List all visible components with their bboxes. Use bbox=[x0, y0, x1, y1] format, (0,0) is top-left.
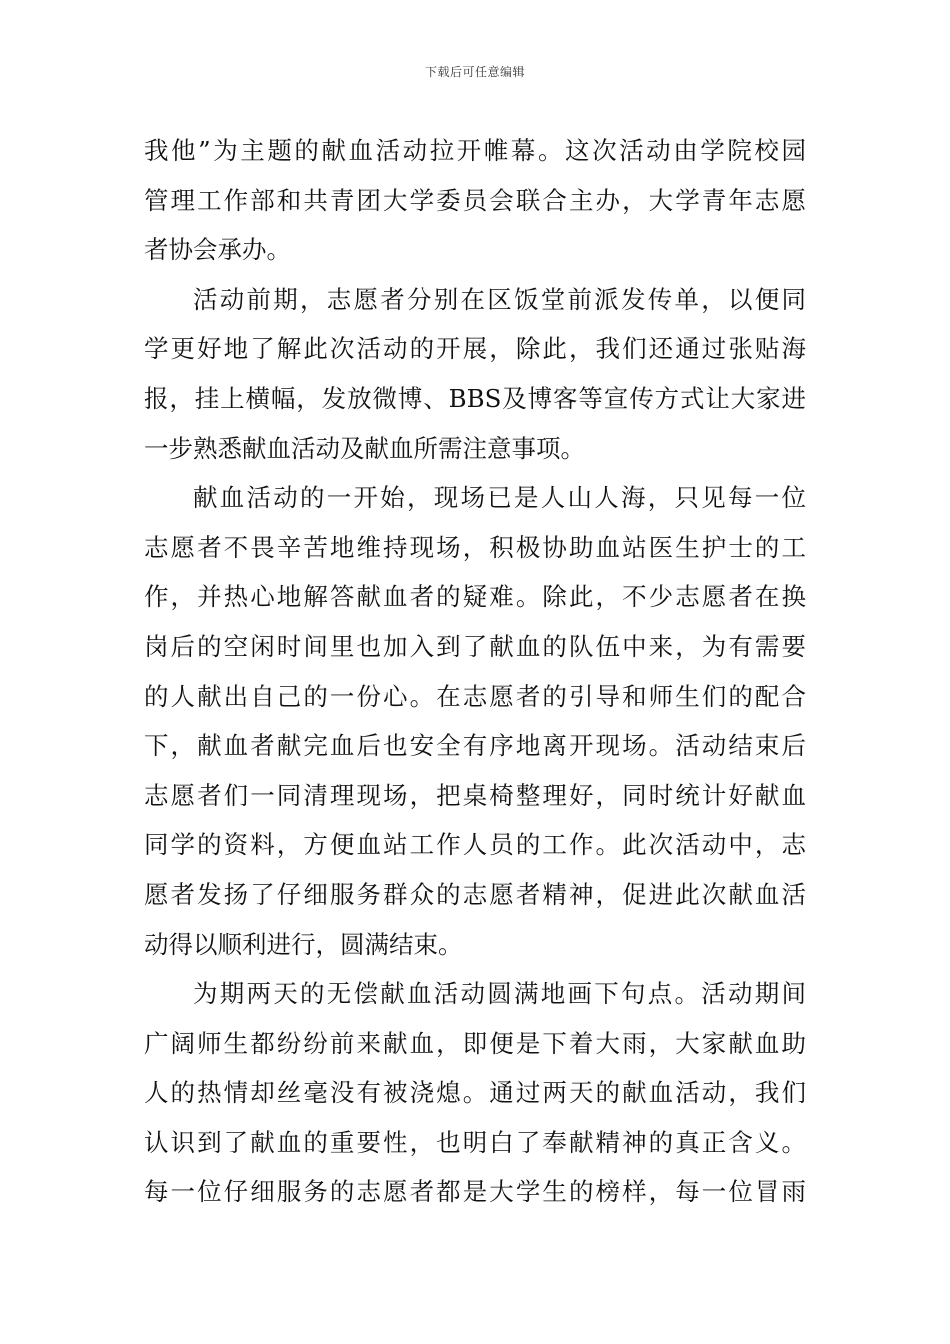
text-line: 志愿者不畏辛苦地维持现场，积极协助血站医生护士的工 bbox=[144, 532, 806, 562]
text-line: 岗后的空闲时间里也加入到了献血的队伍中来，为有需要 bbox=[144, 631, 806, 661]
text-line: 广阔师生都纷纷前来献血，即便是下着大雨，大家献血助 bbox=[144, 1028, 806, 1058]
text-line: 者协会承办。 bbox=[144, 235, 291, 265]
page-header-note: 下载后可任意编辑 bbox=[424, 65, 525, 79]
text-line: 作，并热心地解答献血者的疑难。除此，不少志愿者在换 bbox=[144, 582, 806, 612]
text-line: 活动前期，志愿者分别在区饭堂前派发传单，以便同 bbox=[193, 284, 806, 314]
text-line: 为期两天的无偿献血活动圆满地画下句点。活动期间 bbox=[193, 979, 806, 1009]
text-line: 学更好地了解此次活动的开展，除此，我们还通过张贴海 bbox=[144, 334, 806, 364]
text-line: 认识到了献血的重要性，也明白了奉献精神的真正含义。 bbox=[144, 1127, 806, 1157]
text-line: 下，献血者献完血后也安全有序地离开现场。活动结束后 bbox=[144, 731, 806, 761]
text-line: 报，挂上横幅，发放微博、BBS及博客等宣传方式让大家进 bbox=[144, 383, 806, 413]
text-line: 动得以顺利进行，圆满结束。 bbox=[144, 929, 463, 959]
text-line: 每一位仔细服务的志愿者都是大学生的榜样，每一位冒雨 bbox=[144, 1177, 806, 1207]
text-line: 人的热情却丝毫没有被浇熄。通过两天的献血活动，我们 bbox=[144, 1078, 806, 1108]
text-line: 我他”为主题的献血活动拉开帷幕。这次活动由学院校园 bbox=[144, 136, 806, 165]
text-line: 献血活动的一开始，现场已是人山人海，只见每一位 bbox=[193, 483, 806, 513]
text-line: 志愿者们一同清理现场，把桌椅整理好，同时统计好献血 bbox=[144, 780, 806, 810]
document-body bbox=[144, 126, 806, 1217]
text-line: 管理工作部和共青团大学委员会联合主办，大学青年志愿 bbox=[144, 185, 806, 215]
text-line: 的人献出自己的一份心。在志愿者的引导和师生们的配合 bbox=[144, 681, 806, 711]
text-line: 同学的资料，方便血站工作人员的工作。此次活动中，志 bbox=[144, 830, 806, 860]
text-line: 一步熟悉献血活动及献血所需注意事项。 bbox=[144, 433, 585, 463]
text-line: 愿者发扬了仔细服务群众的志愿者精神，促进此次献血活 bbox=[144, 879, 806, 909]
